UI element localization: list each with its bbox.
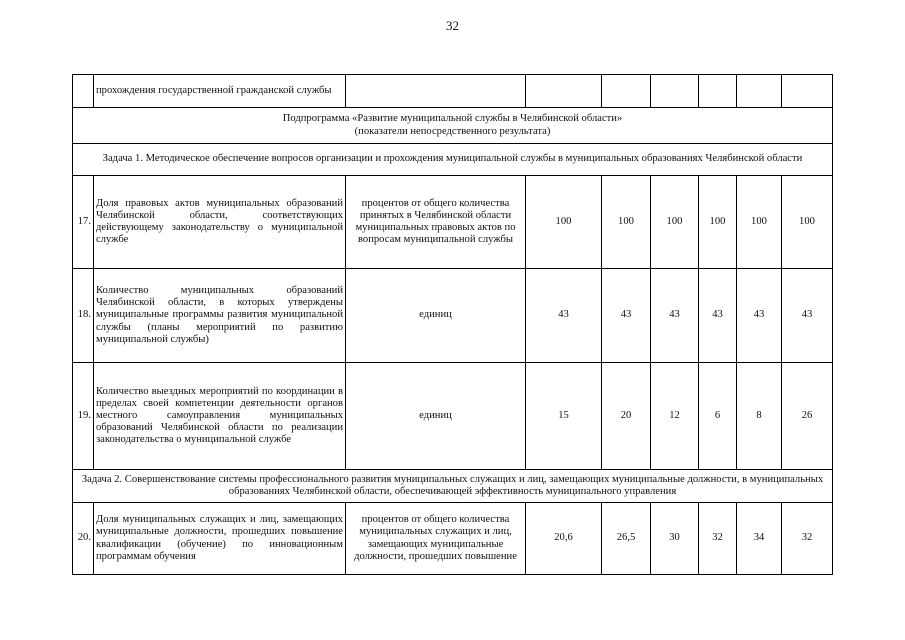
value-cell: 100 xyxy=(737,176,782,269)
row-number: 19. xyxy=(73,363,94,470)
value-cell xyxy=(699,75,737,108)
value-cell: 6 xyxy=(699,363,737,470)
value-cell xyxy=(782,75,833,108)
task-1-header: Задача 1. Методическое обеспечение вопросов организации и прохождения муниципальной службы в муниципальных образованиях Челябинской области xyxy=(73,144,833,176)
unit-cell: единиц xyxy=(346,269,526,363)
value-cell xyxy=(526,75,602,108)
row-number xyxy=(73,75,94,108)
value-cell: 100 xyxy=(699,176,737,269)
value-cell: 32 xyxy=(782,503,833,575)
value-cell: 30 xyxy=(651,503,699,575)
row-number: 18. xyxy=(73,269,94,363)
value-cell: 20,6 xyxy=(526,503,602,575)
value-cell: 26 xyxy=(782,363,833,470)
indicator-name: Доля муниципальных служащих и лиц, замещающих муниципальные должности, прошедших повышение квалификации (обучение) по инновационным программам обучения xyxy=(94,503,346,575)
unit-cell: процентов от общего количества муниципальных служащих и лиц, замещающих муниципальные должности, прошедших повышение xyxy=(346,503,526,575)
table-row xyxy=(73,269,833,363)
value-cell: 100 xyxy=(651,176,699,269)
value-cell: 34 xyxy=(737,503,782,575)
value-cell: 32 xyxy=(699,503,737,575)
indicator-name: Доля правовых актов муниципальных образований Челябинской области, соответствующих действующему законодательству о муниципальной службе xyxy=(94,176,346,269)
row-number: 17. xyxy=(73,176,94,269)
subprogram-header xyxy=(73,108,833,144)
value-cell: 43 xyxy=(699,269,737,363)
page-number: 32 xyxy=(446,18,459,33)
value-cell: 20 xyxy=(602,363,651,470)
value-cell: 100 xyxy=(602,176,651,269)
value-cell: 100 xyxy=(526,176,602,269)
indicator-name: Количество выездных мероприятий по координации в пределах своей компетенции деятельности органов местного самоуправления муниципальных образований Челябинской области по реализации законодательства о муниципальной службе xyxy=(94,363,346,470)
unit-cell xyxy=(346,75,526,108)
subprogram-row xyxy=(73,108,833,144)
value-cell xyxy=(737,75,782,108)
subprogram-title: Подпрограмма «Развитие муниципальной службы в Челябинской области» xyxy=(282,113,623,125)
indicator-name: прохождения государственной гражданской службы xyxy=(94,75,346,108)
table-row xyxy=(73,363,833,470)
value-cell: 26,5 xyxy=(602,503,651,575)
value-cell: 43 xyxy=(737,269,782,363)
value-cell: 100 xyxy=(782,176,833,269)
value-cell: 15 xyxy=(526,363,602,470)
indicator-name: Количество муниципальных образований Челябинской области, в которых утверждены муниципальные программы развития муниципальной службы (планы мероприятий по развитию муниципальной службы) xyxy=(94,269,346,363)
value-cell xyxy=(602,75,651,108)
task-row xyxy=(73,470,833,503)
value-cell: 43 xyxy=(526,269,602,363)
row-number: 20. xyxy=(73,503,94,575)
value-cell: 43 xyxy=(782,269,833,363)
value-cell: 43 xyxy=(651,269,699,363)
value-cell: 43 xyxy=(602,269,651,363)
unit-cell: единиц xyxy=(346,363,526,470)
subprogram-subtitle: (показатели непосредственного результата) xyxy=(354,125,551,137)
table-row xyxy=(73,503,833,575)
task-2-header: Задача 2. Совершенствование системы профессионального развития муниципальных служащих и лиц, замещающих муниципальные должности, в муниципальных образованиях Челябинской области, обеспечивающей эффективность муниципального управления xyxy=(73,470,833,503)
table-row xyxy=(73,75,833,108)
table-row xyxy=(73,176,833,269)
value-cell: 12 xyxy=(651,363,699,470)
value-cell: 8 xyxy=(737,363,782,470)
unit-cell: процентов от общего количества принятых в Челябинской области муниципальных правовых актов по вопросам муниципальной службы xyxy=(346,176,526,269)
indicators-table xyxy=(72,74,833,575)
value-cell xyxy=(651,75,699,108)
task-row xyxy=(73,144,833,176)
